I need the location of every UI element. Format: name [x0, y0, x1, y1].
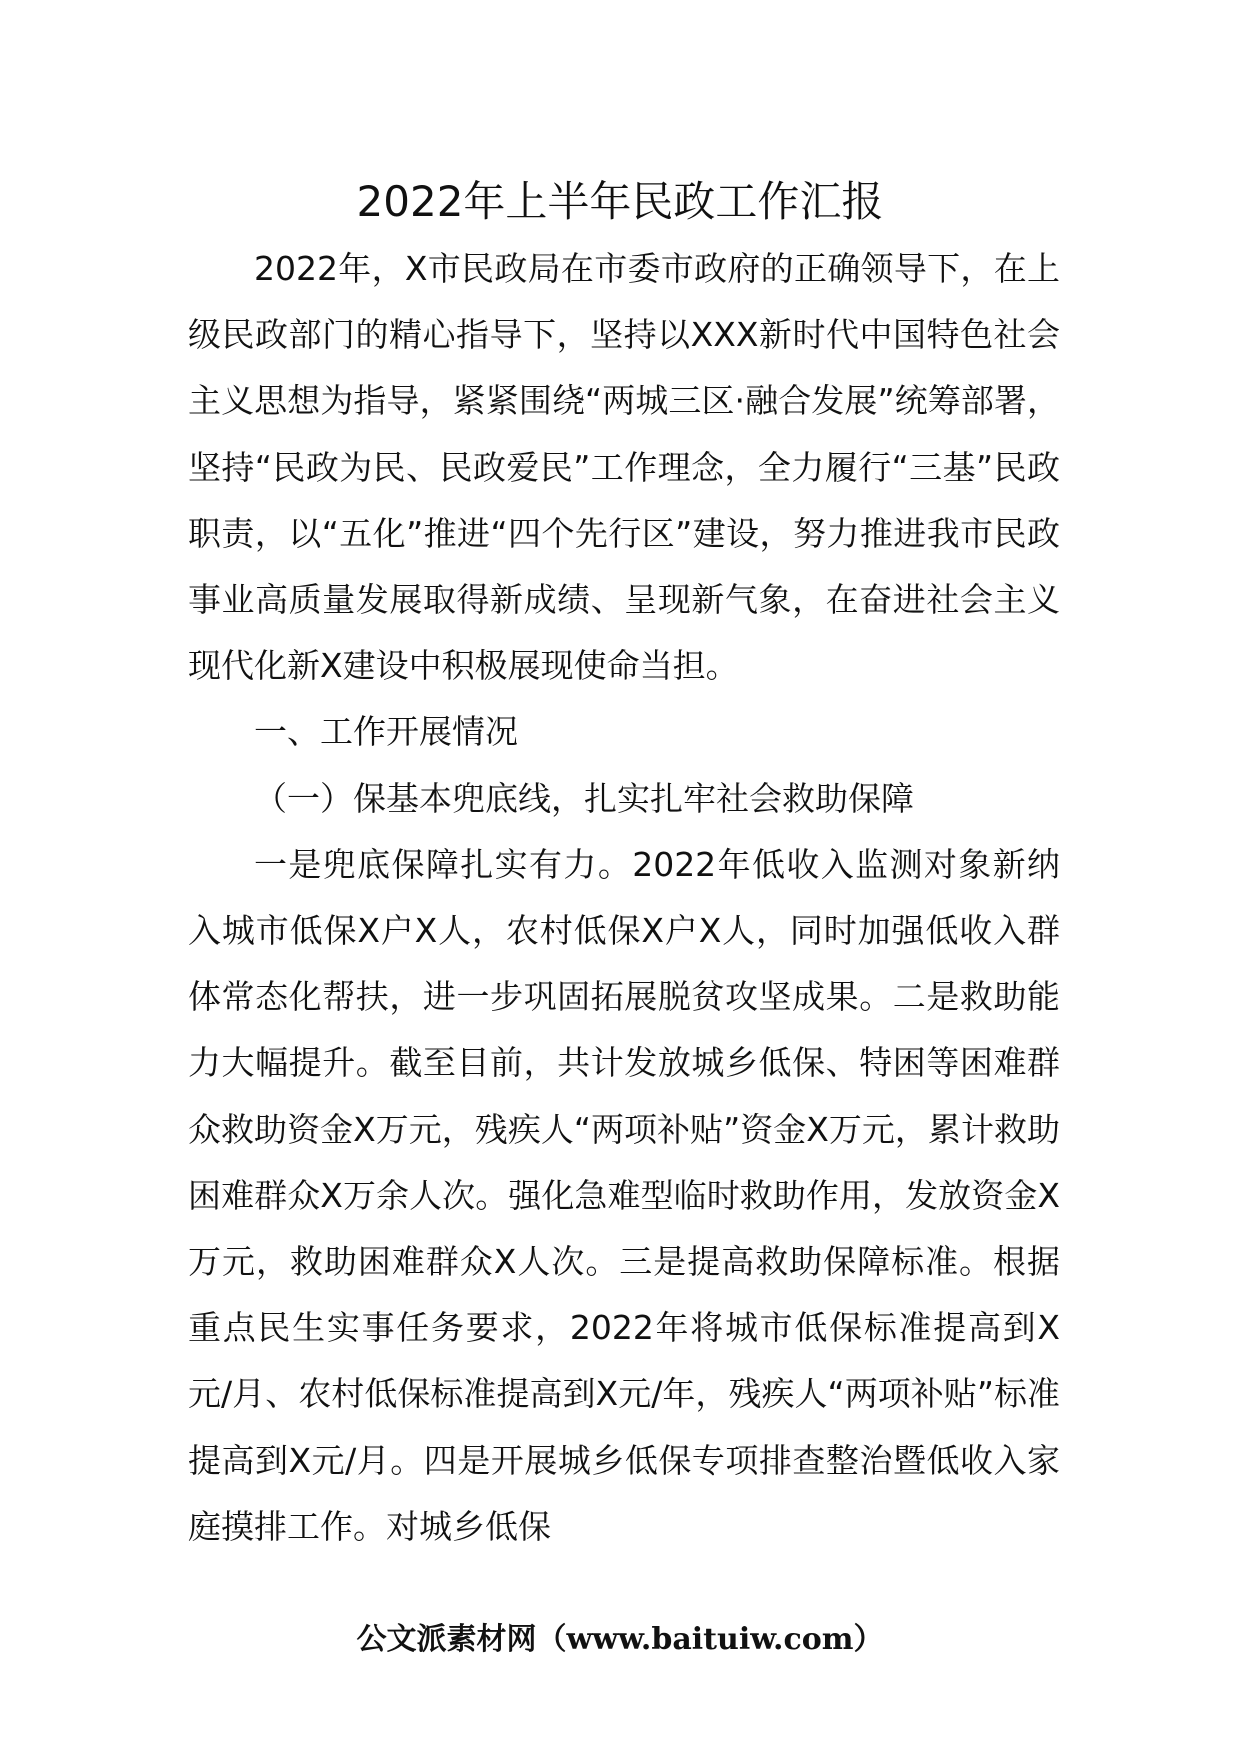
document-title: 2022年上半年民政工作汇报 — [356, 177, 884, 226]
document-body — [188, 236, 1060, 1560]
intro-paragraph: 2022年，X市民政局在市委市政府的正确领导下，在上级民政部门的精心指导下，坚持以XXX新时代中国特色社会主义思想为指导，紧紧围绕“两城三区·融合发展”统筹部署，坚持“民政为民、民政爱民”工作理念，全力履行“三基”民政职责，以“五化”推进“四个先行区”建设，努力推进我市民政事业高质量发展取得新成绩、呈现新气象，在奋进社会主义现代化新X建设中积极展现使命当担。 — [188, 249, 1060, 686]
section-heading: 一、工作开展情况 — [254, 712, 518, 752]
footer-watermark: 公文派素材网（www.baituiw.com） — [356, 1622, 884, 1657]
body-paragraph: 一是兜底保障扎实有力。2022年低收入监测对象新纳入城市低保X户X人，农村低保X户X人，同时加强低收入群体常态化帮扶，进一步巩固拓展脱贫攻坚成果。二是救助能力大幅提升。截至目前，共计发放城乡低保、特困等困难群众救助资金X万元，残疾人“两项补贴”资金X万元，累计救助困难群众X万余人次。强化急难型临时救助作用，发放资金X万元，救助困难群众X人次。三是提高救助保障标准。根据重点民生实事任务要求，2022年将城市低保标准提高到X元/月、农村低保标准提高到X元/年，残疾人“两项补贴”标准提高到X元/月。四是开展城乡低保专项排查整治暨低收入家庭摸排工作。对城乡低保 — [188, 844, 1060, 1546]
subsection-heading: （一）保基本兜底线，扎实扎牢社会救助保障 — [254, 778, 914, 818]
